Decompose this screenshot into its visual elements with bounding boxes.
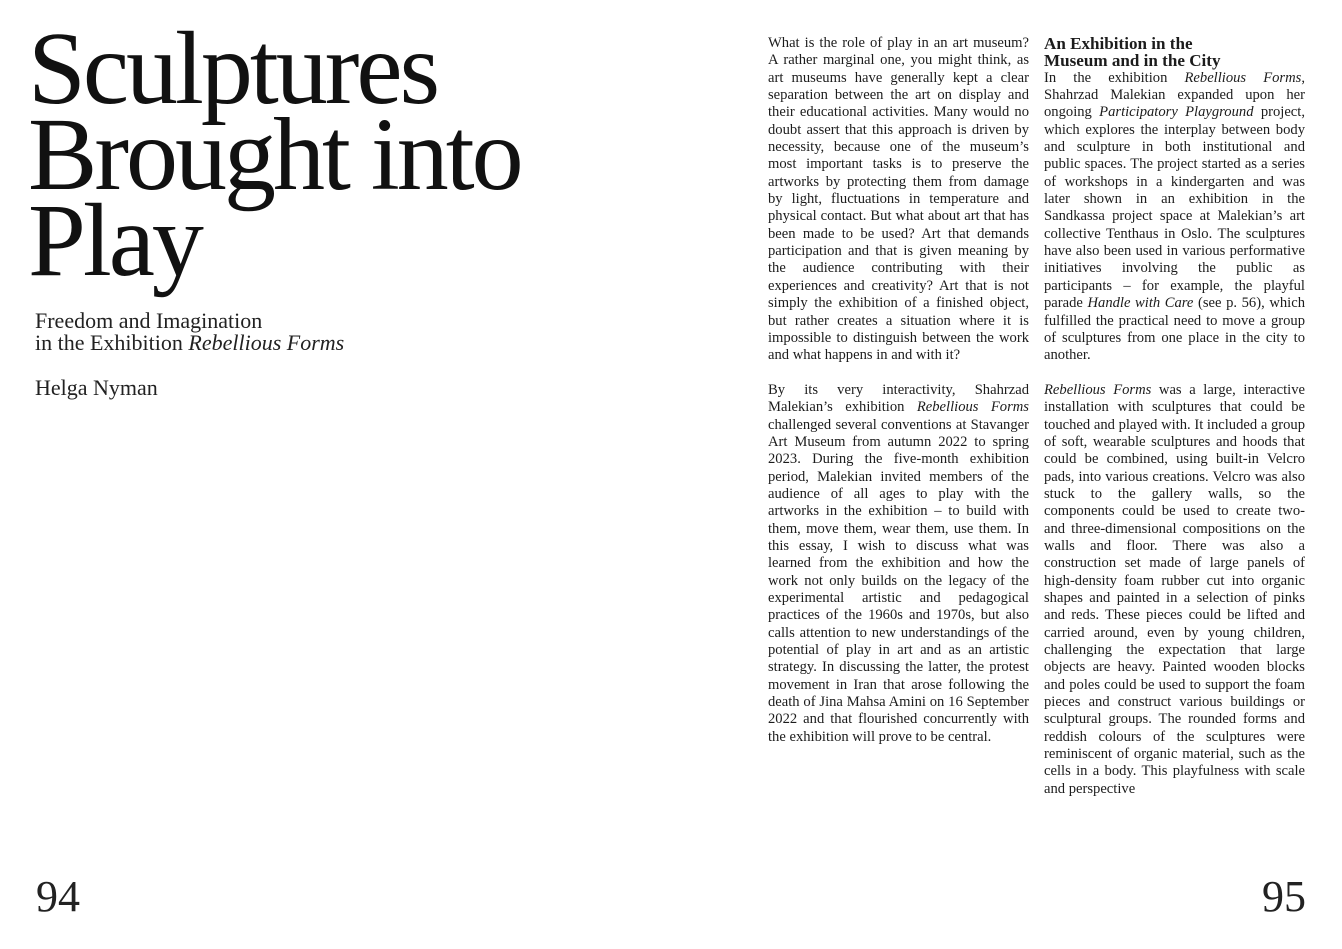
- title-line: Play: [28, 183, 201, 298]
- italic-run: Rebellious Forms: [1184, 69, 1302, 86]
- subtitle-line: [35, 332, 344, 354]
- text-column-2: [1044, 35, 1305, 798]
- subtitle-text: in the Exhibition: [35, 330, 189, 355]
- page-number-right: 95: [1262, 872, 1306, 921]
- section-heading: [1044, 35, 1305, 70]
- heading-line: An Exhibition in the: [1044, 34, 1193, 53]
- author-name: Helga Nyman: [35, 375, 158, 400]
- text-run: By its very interactivity, Shahrzad Malekian’s exhibition: [768, 381, 1029, 416]
- heading-line: Museum and in the City: [1044, 51, 1221, 71]
- text-run: project, which explores the interplay between body and sculpture in both institutional and public spaces. The project started as a series of workshops in a kindergarten and was later shown in an exhibition in the Sandkassa project space at Malekian’s art collective Tenthaus in Oslo. The sculptures have also been used in various performative initiatives involving the public as participants – for example, the playful parade: [1044, 104, 1305, 312]
- paragraph: [1044, 382, 1305, 798]
- text-run: In the exhibition: [1044, 69, 1185, 86]
- italic-run: Rebellious Forms: [1044, 381, 1152, 398]
- subtitle-italic: Rebellious Forms: [188, 330, 345, 355]
- title-line: Brought into: [28, 97, 521, 212]
- text-run: challenged several conventions at Stavanger Art Museum from autumn 2022 to spring 2023. During the five-month exhibition period, Malekian invited members of the audience of all ages to play with the artworks in the exhibition – to build with them, move them, wear them, use them. In this essay, I wish to discuss what was learned from the exhibition and how the work not only builds on the legacy of the experimental artistic and pedagogical practices of the 1960s and 1970s, but also calls attention to new understandings of the potential of play in art and as an artistic strategy. In discussing the latter, the protest movement in Iran that arose following the death of Jina Mahsa Amini on 16 September 2022 and that flourished concurrently with the exhibition will prove to be central.: [768, 416, 1029, 745]
- essay-subtitle: [35, 310, 344, 354]
- subtitle-line: Freedom and Imagination: [35, 308, 263, 333]
- paragraph: What is the role of play in an art museum? A rather marginal one, you might think, as art museums have generally kept a clear separation between the art on display and their educational activities. Many would no doubt assert that this approach is driven by necessity, because one of the museum’s most important tasks is to preserve the artworks by protecting them from damage by light, fluctuations in temperature and physical contact. But what about art that has been made to be used? Art that demands participation and that is given meaning by the audience contributing with their experiences and creativity? Art that is not simply the exhibition of a finished object, but rather creates a situation where it is impossible to distinguish between the work and what happens in and with it?: [768, 35, 1029, 364]
- text-column-1: [768, 35, 1029, 746]
- paragraph: [1044, 70, 1305, 365]
- text-run: (see p. 56), which fulfilled the practical need to move a group of sculptures from one place in the city to another.: [1044, 295, 1305, 364]
- italic-run: Handle with Care: [1087, 295, 1194, 312]
- essay-title: [28, 11, 668, 298]
- text-run: was a large, interactive installation with sculptures that could be touched and played with. It included a group of soft, wearable sculptures and hoods that could be combined, using built-in Velcro pads, into various creations. Velcro was also stuck to the gallery walls, so the components could be used to create two- and three-dimensional compositions on the walls and floor. There was also a construction set made of large panels of high-density foam rubber cut into organic shapes and painted in a selection of pinks and reds. These pieces could be lifted and carried around, even by young children, challenging the expectation that large objects are heavy. Painted wooden blocks and poles could be used to support the foam pieces and construct various buildings or sculptural groups. The rounded forms and reddish colours of the sculptures were reminiscent of organic material, such as the cells in a body. This playfulness with scale and perspective: [1044, 381, 1305, 797]
- title-line: Sculptures: [28, 11, 438, 126]
- page-number-left: 94: [36, 872, 80, 921]
- text-run: , Shahrzad Malekian expanded upon her ongoing: [1044, 69, 1305, 121]
- italic-run: Rebellious Forms: [916, 399, 1029, 416]
- paragraph: [768, 382, 1029, 746]
- italic-run: Participatory Playground: [1099, 104, 1254, 121]
